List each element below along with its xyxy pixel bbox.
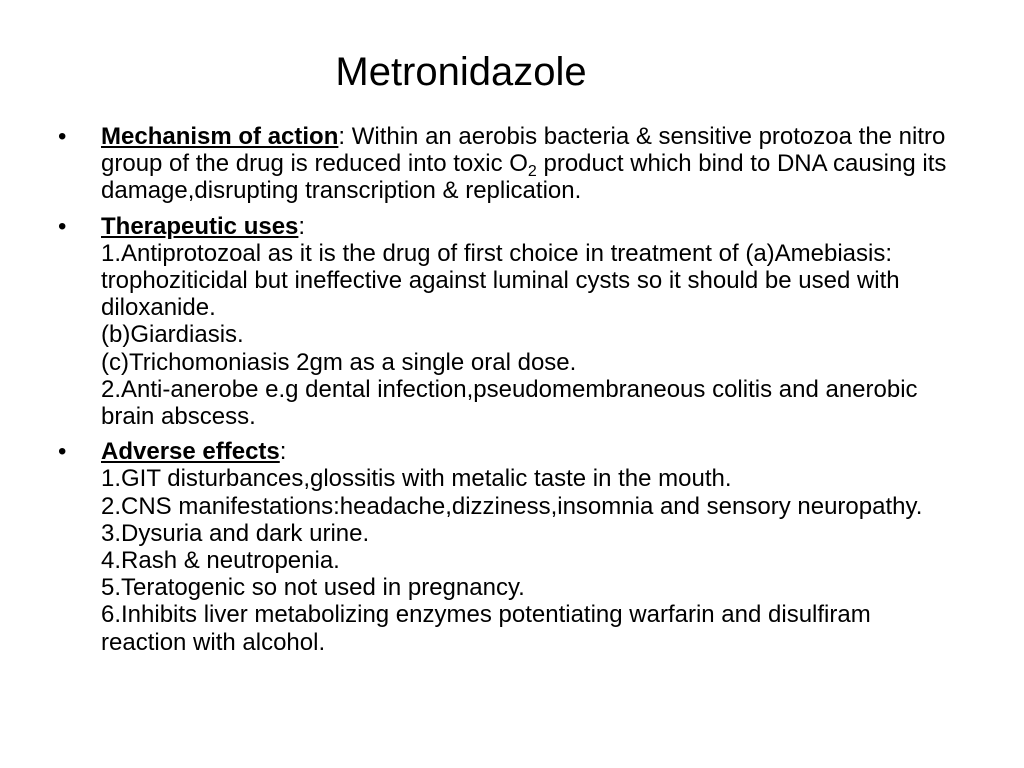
mechanism-text-part2: product which bind to DNA causing its damage,disrupting transcription & replication. bbox=[101, 150, 947, 205]
therapeutic-use-line: (b)Giardiasis. bbox=[101, 321, 244, 349]
therapeutic-use-line: 2.Anti-anerobe e.g dental infection,pseudomembraneous colitis and anerobic brain abscess. bbox=[101, 375, 918, 431]
mechanism-heading: Mechanism of action bbox=[101, 123, 339, 150]
adverse-effect-line: 5.Teratogenic so not used in pregnancy. bbox=[101, 574, 525, 602]
bullet-adverse-effects bbox=[58, 438, 958, 656]
bullet-marker: • bbox=[58, 212, 67, 240]
bullet-marker: • bbox=[58, 123, 67, 150]
therapeutic-use-line: 1.Antiprotozoal as it is the drug of first choice in treatment of (a)Amebiasis: trophoziticidal but ineffective against luminal cysts so it should be used with diloxanide. bbox=[101, 239, 900, 322]
adverse-effects-colon: : bbox=[279, 438, 287, 466]
mechanism-text-part1: Within an aerobis bacteria & sensitive protozoa the nitro group of the drug is reduced into toxic O bbox=[101, 123, 946, 178]
o2-subscript: 2 bbox=[527, 163, 537, 181]
bullet-marker: • bbox=[58, 438, 67, 466]
slide-title: Metronidazole bbox=[335, 50, 587, 94]
bullet-list bbox=[58, 123, 958, 664]
adverse-effect-line: 4.Rash & neutropenia. bbox=[101, 547, 340, 575]
therapeutic-uses-colon: : bbox=[298, 212, 306, 240]
adverse-effects-heading: Adverse effects bbox=[101, 438, 280, 466]
bullet-mechanism-of-action bbox=[58, 123, 958, 205]
bullet-therapeutic-uses bbox=[58, 213, 958, 431]
adverse-effect-line: 1.GIT disturbances,glossitis with metalic taste in the mouth. bbox=[101, 465, 732, 493]
therapeutic-use-line: (c)Trichomoniasis 2gm as a single oral dose. bbox=[101, 348, 577, 376]
mechanism-colon: : bbox=[338, 123, 346, 150]
adverse-effect-line: 2.CNS manifestations:headache,dizziness,insomnia and sensory neuropathy. 3.Dysuria and dark urine. bbox=[101, 492, 923, 547]
adverse-effect-line: 6.Inhibits liver metabolizing enzymes potentiating warfarin and disulfiram reaction with alcohol. bbox=[101, 601, 871, 656]
therapeutic-uses-heading: Therapeutic uses bbox=[101, 212, 299, 240]
